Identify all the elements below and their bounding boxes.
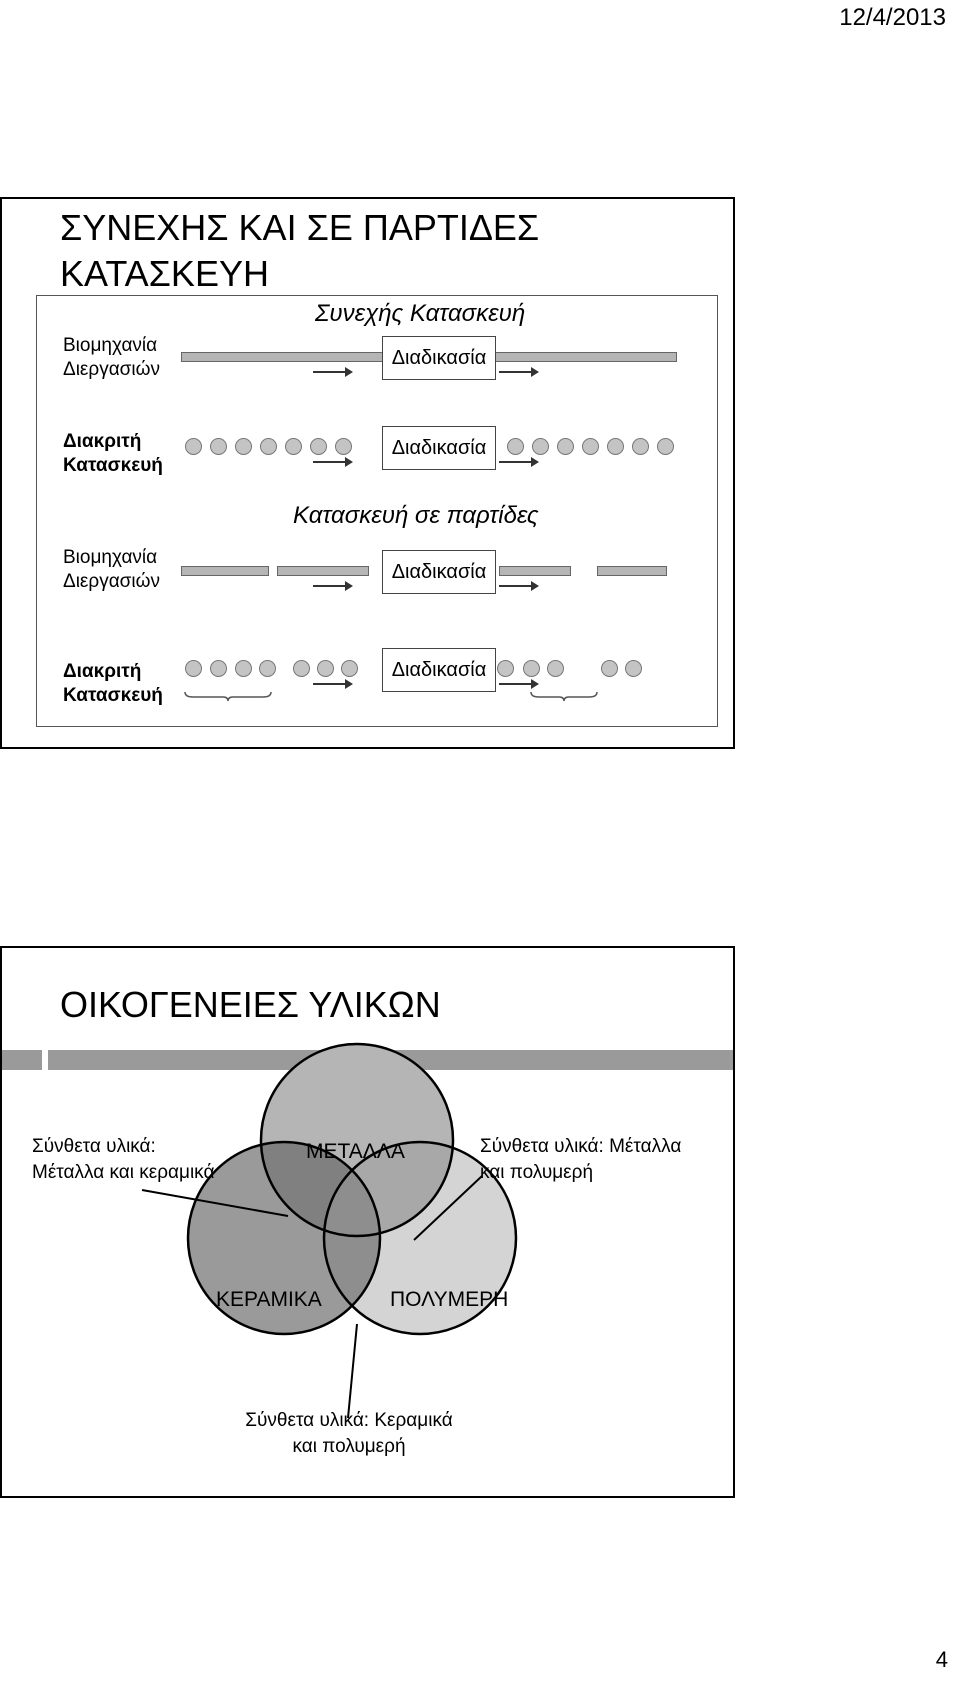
item-dot (317, 660, 334, 677)
item-dot (185, 660, 202, 677)
item-dot (185, 438, 202, 455)
item-dot (285, 438, 302, 455)
item-dot (259, 660, 276, 677)
manufacturing-figure (36, 295, 718, 727)
batch-brace-icon (183, 690, 273, 702)
polymers-label: ΠΟΛΥΜΕΡΗ (390, 1288, 509, 1311)
title-line-1: ΣΥΝΕΧΗΣ ΚΑΙ ΣΕ ΠΑΡΤΙΔΕΣ (60, 207, 540, 248)
item-dot (523, 660, 540, 677)
arrow-right-icon (313, 366, 353, 378)
item-dot (632, 438, 649, 455)
item-dot (507, 438, 524, 455)
slide-continuous-batch (0, 197, 735, 749)
batch-brace-icon (529, 690, 619, 702)
arrow-right-icon (499, 580, 539, 592)
item-dot (547, 660, 564, 677)
item-dot (497, 660, 514, 677)
item-dot (310, 438, 327, 455)
continuous-heading: Συνεχής Κατασκευή (315, 300, 526, 327)
slide-material-families (0, 946, 735, 1498)
composite-metal-ceramic-label: Σύνθετα υλικά: Μέταλλα και κεραμικά (32, 1136, 215, 1183)
slide-title: ΟΙΚΟΓΕΝΕΙΕΣ ΥΛΙΚΩΝ (60, 984, 441, 1025)
process-box: Διαδικασία (382, 336, 496, 380)
process-box: Διαδικασία (382, 426, 496, 470)
batch-bar (181, 566, 269, 576)
item-dot (210, 438, 227, 455)
item-dot (260, 438, 277, 455)
row-label-process-continuous: Βιομηχανία Διεργασιών (63, 335, 160, 380)
title-line-2: ΚΑΤΑΣΚΕΥΗ (60, 253, 269, 294)
row-label-discrete-batch: Διακριτή Κατασκευή (63, 661, 163, 706)
composite-ceramic-polymer-label: Σύνθετα υλικά: Κεραμικά και πολυμερή (245, 1410, 453, 1457)
arrow-right-icon (499, 678, 539, 690)
item-dot (235, 438, 252, 455)
arrow-right-icon (313, 678, 353, 690)
header-date: 12/4/2013 (839, 4, 946, 31)
item-dot (557, 438, 574, 455)
batch-bar (499, 566, 571, 576)
metals-label: ΜΕΤΑΛΛΑ (306, 1140, 405, 1163)
item-dot (657, 438, 674, 455)
item-dot (582, 438, 599, 455)
item-dot (532, 438, 549, 455)
arrow-right-icon (499, 456, 539, 468)
ceramics-label: ΚΕΡΑΜΙΚΑ (216, 1288, 322, 1311)
process-box: Διαδικασία (382, 648, 496, 692)
composite-metal-polymer-label: Σύνθετα υλικά: Μέταλλα και πολυμερή (480, 1136, 682, 1183)
pointer-line (348, 1324, 357, 1418)
item-dot (335, 438, 352, 455)
arrow-right-icon (499, 366, 539, 378)
process-box: Διαδικασία (382, 550, 496, 594)
slide-title (60, 205, 539, 297)
arrow-right-icon (313, 456, 353, 468)
item-dot (607, 438, 624, 455)
item-dot (293, 660, 310, 677)
batch-bar (597, 566, 667, 576)
item-dot (625, 660, 642, 677)
item-dot (235, 660, 252, 677)
batch-heading: Κατασκευή σε παρτίδες (293, 502, 539, 529)
item-dot (210, 660, 227, 677)
page-number: 4 (935, 1647, 948, 1672)
batch-bar (277, 566, 369, 576)
row-label-process-batch: Βιομηχανία Διεργασιών (63, 547, 160, 592)
row-label-discrete-continuous: Διακριτή Κατασκευή (63, 431, 163, 476)
item-dot (341, 660, 358, 677)
arrow-right-icon (313, 580, 353, 592)
item-dot (601, 660, 618, 677)
